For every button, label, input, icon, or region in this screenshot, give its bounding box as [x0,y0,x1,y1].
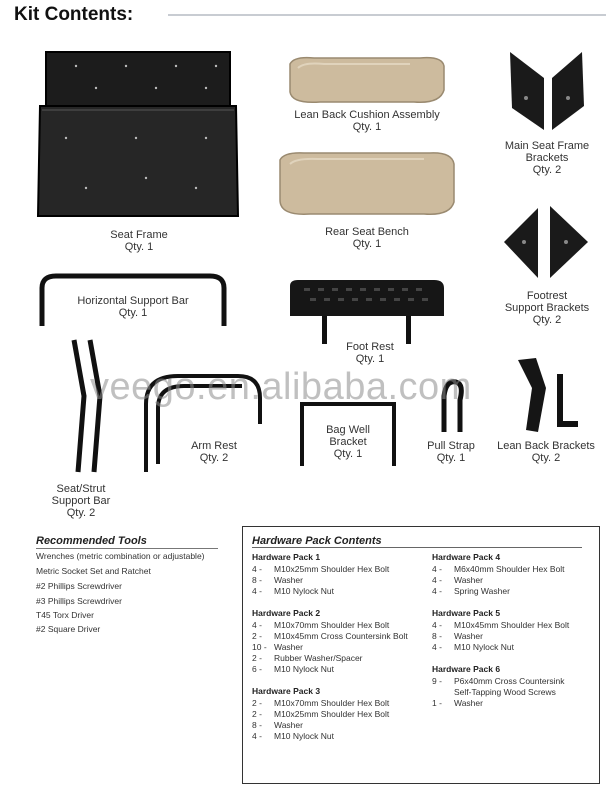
lean-back-cushion-image [284,54,450,106]
hardware-pack-line: 6 - M10 Nylock Nut [252,664,334,674]
foot-rest-qty: Qty. 1 [355,353,385,365]
hardware-pack-line: 4 - Washer [432,575,483,585]
hardware-pack-line: 4 - M10 Nylock Nut [252,731,334,741]
rear-seat-bench-image [274,148,460,220]
hardware-pack-line: 1 - Washer [432,698,483,708]
tool-item: T45 Torx Driver [36,610,94,620]
title-divider [168,14,606,16]
hardware-pack-5-title: Hardware Pack 5 [432,608,501,618]
tools-title: Recommended Tools [36,535,147,547]
hardware-pack-line: 4 - M10 Nylock Nut [432,642,514,652]
hardware-pack-3-title: Hardware Pack 3 [252,686,321,696]
seat-strut-support-bar-qty: Qty. 2 [66,507,96,519]
hardware-pack-line: 4 - M10x70mm Shoulder Hex Bolt [252,620,390,630]
bag-well-bracket-caption [310,424,386,460]
seat-frame-image [36,48,242,220]
tool-item: #3 Phillips Screwdriver [36,596,122,606]
watermark-text: veego.en.alibaba.com [90,366,472,408]
hardware-pack-line: 2 - M10x70mm Shoulder Hex Bolt [252,698,390,708]
hardware-pack-line: 8 - Washer [252,575,303,585]
horizontal-support-bar-name: Horizontal Support Bar [77,295,189,307]
hardware-pack-line: 9 - P6x40mm Cross Countersink [432,676,565,686]
tool-item: #2 Phillips Screwdriver [36,581,122,591]
hardware-pack-1-title: Hardware Pack 1 [252,552,321,562]
arm-rest-name: Arm Rest [191,440,237,452]
hardware-pack-line: 2 - Rubber Washer/Spacer [252,653,363,663]
seat-strut-support-bar-name-2: Support Bar [51,495,111,507]
foot-rest-caption [330,341,410,365]
main-seat-frame-brackets-name-1: Main Seat Frame [504,140,590,152]
hardware-pack-4-title: Hardware Pack 4 [432,552,501,562]
hardware-divider [252,547,582,548]
lean-back-brackets-qty: Qty. 2 [531,452,561,464]
hardware-pack-line: 4 - M10x45mm Shoulder Hex Bolt [432,620,570,630]
pull-strap-caption [414,440,488,464]
horizontal-support-bar-caption [66,295,200,319]
footrest-support-brackets-image [500,202,592,282]
tool-item: Wrenches (metric combination or adjustable) [36,551,205,561]
arm-rest-caption [178,440,250,464]
lean-back-brackets-image [512,354,584,436]
seat-frame-qty: Qty. 1 [124,241,154,253]
hardware-pack-line: 4 - M10 Nylock Nut [252,586,334,596]
seat-frame-caption [94,229,184,253]
lean-back-cushion-name: Lean Back Cushion Assembly [294,109,440,121]
hardware-pack-line: Self-Tapping Wood Screws [454,687,556,697]
footrest-support-brackets-name-1: Footrest [526,290,568,302]
horizontal-support-bar-qty: Qty. 1 [118,307,148,319]
seat-strut-support-bar-name-1: Seat/Strut [56,483,106,495]
seat-frame-name: Seat Frame [110,229,168,241]
lean-back-cushion-qty: Qty. 1 [352,121,382,133]
tool-item: Metric Socket Set and Ratchet [36,566,151,576]
tools-divider [36,548,218,549]
lean-back-cushion-caption [286,109,448,133]
hardware-pack-line: 2 - M10x25mm Shoulder Hex Bolt [252,709,390,719]
seat-strut-support-bar-caption [36,483,126,519]
hardware-pack-line: 2 - M10x45mm Cross Countersink Bolt [252,631,408,641]
footrest-support-brackets-caption [494,290,600,326]
main-seat-frame-brackets-qty: Qty. 2 [532,164,562,176]
hardware-pack-line: 10 - Washer [252,642,303,652]
tool-item: #2 Square Driver [36,624,101,634]
hardware-pack-line: 4 - M6x40mm Shoulder Hex Bolt [432,564,565,574]
main-seat-frame-brackets-caption [494,140,600,176]
foot-rest-name: Foot Rest [346,341,394,353]
bag-well-bracket-name-2: Bracket [329,436,367,448]
hardware-pack-2-title: Hardware Pack 2 [252,608,321,618]
bag-well-bracket-name-1: Bag Well [326,424,370,436]
pull-strap-name: Pull Strap [427,440,475,452]
main-seat-frame-brackets-image [506,48,590,134]
hardware-pack-line: 4 - M10x25mm Shoulder Hex Bolt [252,564,390,574]
lean-back-brackets-caption [490,440,602,464]
rear-seat-bench-caption [300,226,434,250]
bag-well-bracket-qty: Qty. 1 [333,448,363,460]
hardware-pack-title: Hardware Pack Contents [252,535,382,547]
footrest-support-brackets-qty: Qty. 2 [532,314,562,326]
footrest-support-brackets-name-2: Support Brackets [504,302,590,314]
pull-strap-qty: Qty. 1 [436,452,466,464]
rear-seat-bench-name: Rear Seat Bench [325,226,409,238]
hardware-pack-6-title: Hardware Pack 6 [432,664,501,674]
foot-rest-image [284,276,450,348]
rear-seat-bench-qty: Qty. 1 [352,238,382,250]
page-title: Kit Contents: [14,4,134,25]
arm-rest-qty: Qty. 2 [199,452,229,464]
main-seat-frame-brackets-name-2: Brackets [525,152,569,164]
hardware-pack-line: 8 - Washer [252,720,303,730]
hardware-pack-line: 8 - Washer [432,631,483,641]
hardware-pack-line: 4 - Spring Washer [432,586,510,596]
lean-back-brackets-name: Lean Back Brackets [497,440,595,452]
